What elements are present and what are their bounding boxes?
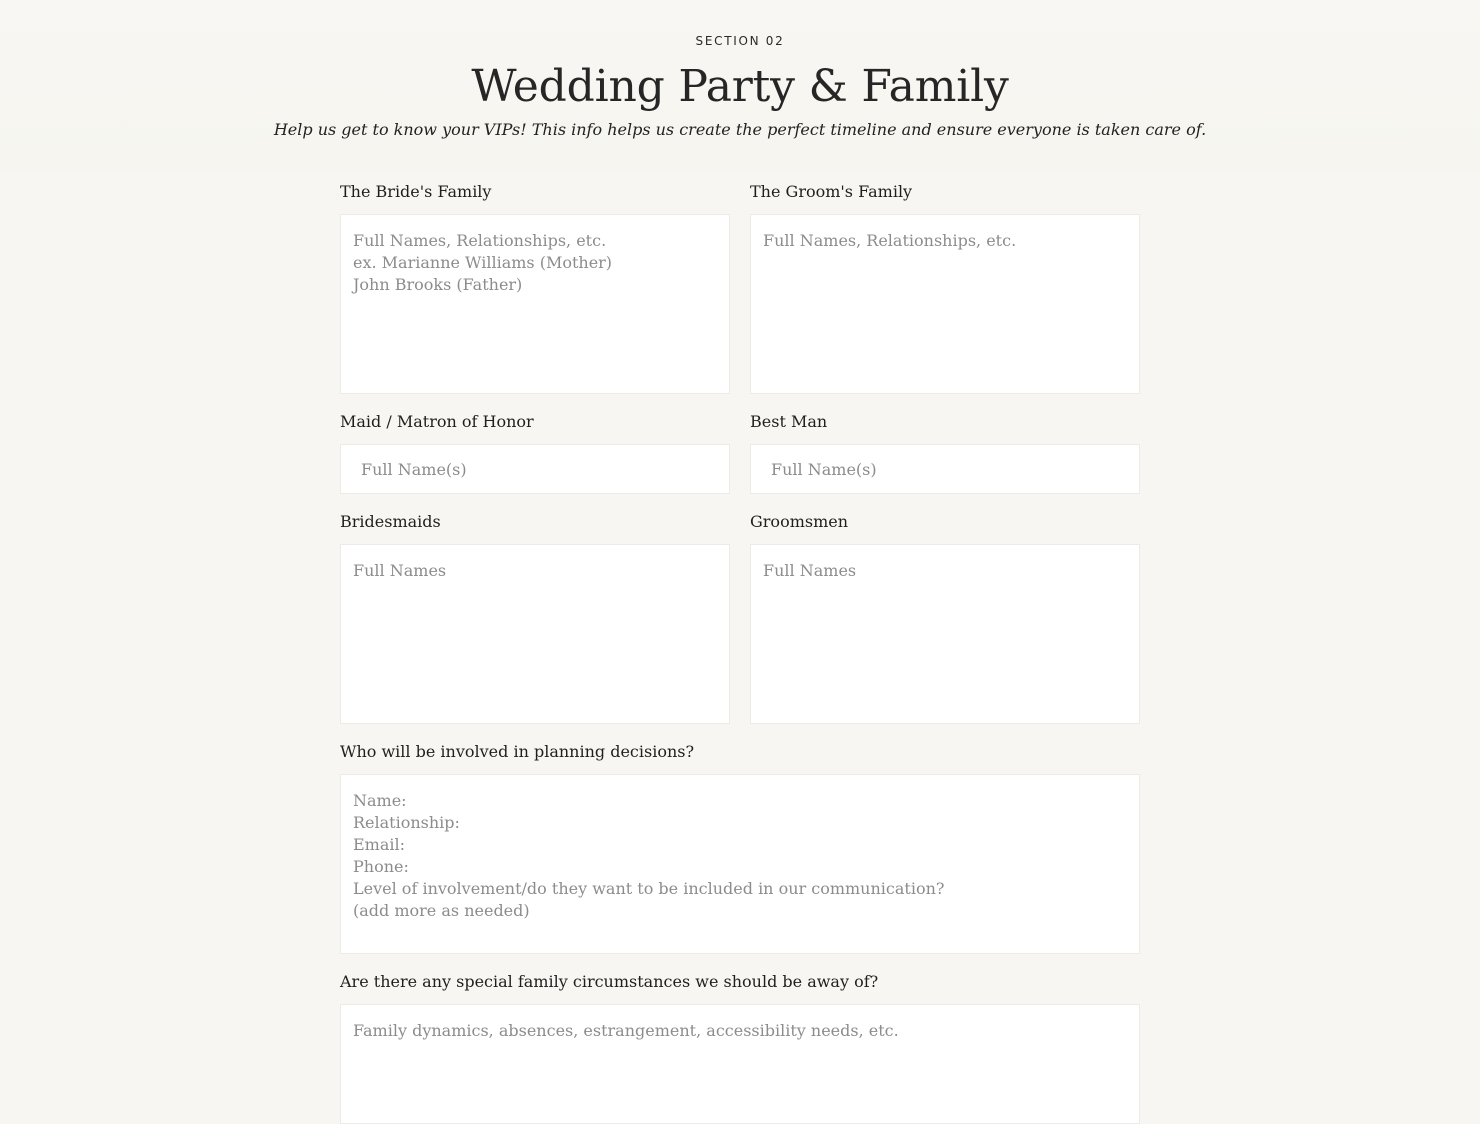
best-man-label: Best Man (750, 412, 828, 431)
planning-decisions-label: Who will be involved in planning decisions? (340, 742, 695, 761)
brides-family-label: The Bride's Family (340, 182, 492, 201)
brides-family-textarea[interactable] (340, 214, 730, 394)
bridesmaids-label: Bridesmaids (340, 512, 441, 531)
maid-of-honor-label: Maid / Matron of Honor (340, 412, 534, 431)
family-circumstances-label: Are there any special family circumstances we should be away of? (340, 972, 879, 991)
page-subtitle: Help us get to know your VIPs! This info helps us create the perfect timeline and ensure everyone is taken care of. (273, 120, 1207, 139)
family-circumstances-textarea[interactable] (340, 1004, 1140, 1124)
groomsmen-label: Groomsmen (750, 512, 849, 531)
bridesmaids-textarea[interactable] (340, 544, 730, 724)
page-title: Wedding Party & Family (471, 61, 1009, 112)
section-header (0, 0, 1480, 172)
section-label: SECTION 02 (695, 34, 785, 48)
maid-of-honor-input[interactable] (340, 444, 730, 494)
grooms-family-label: The Groom's Family (750, 182, 913, 201)
best-man-input[interactable] (750, 444, 1140, 494)
grooms-family-textarea[interactable] (750, 214, 1140, 394)
planning-decisions-textarea[interactable] (340, 774, 1140, 954)
groomsmen-textarea[interactable] (750, 544, 1140, 724)
